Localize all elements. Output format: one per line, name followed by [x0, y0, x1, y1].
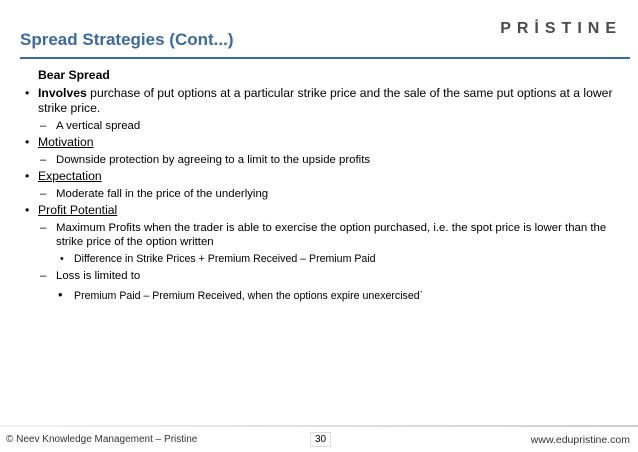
sub-sub-bullet-profit-formula [22, 252, 622, 266]
footer-copyright: © Neev Knowledge Management – Pristine [6, 434, 198, 445]
sub-bullet-expectation [22, 187, 622, 201]
section-heading: Bear Spread [38, 68, 110, 82]
vertical-text: A vertical spread [56, 120, 141, 132]
expectation-text: Moderate fall in the price of the underlying [56, 188, 269, 200]
dash-icon: – [40, 270, 47, 282]
loss-formula-text: Premium Paid – Premium Received, when the options expire unexercised` [74, 290, 424, 302]
sub-bullet-vertical [22, 119, 622, 133]
pristine-logo: PRİSTINE [500, 20, 622, 37]
slide-title: Spread Strategies (Cont...) [20, 30, 234, 49]
profit-formula-text: Difference in Strike Prices + Premium Received – Premium Paid [74, 253, 376, 265]
slide-content [22, 68, 622, 303]
sub-bullet-motivation [22, 153, 622, 167]
dash-icon: – [40, 154, 47, 166]
bullet-icon: • [25, 86, 30, 100]
dash-icon: – [40, 120, 47, 132]
expectation-label: Expectation [38, 169, 102, 183]
loss-text: Loss is limited to [56, 270, 141, 282]
motivation-label: Motivation [38, 135, 94, 149]
dash-icon: – [40, 188, 47, 200]
involves-text: purchase of put options at a particular strike price and the sale of the same put options at a lower strike price. [38, 86, 613, 115]
bullet-icon: • [25, 203, 30, 217]
dash-icon: – [40, 222, 47, 234]
bullet-involves [22, 86, 622, 116]
bullet-profit-potential [22, 203, 622, 218]
bullet-icon: • [58, 287, 63, 302]
sub-sub-bullet-loss-formula [22, 289, 622, 303]
footer-divider [0, 425, 638, 427]
profit-potential-label: Profit Potential [38, 203, 118, 217]
sub-bullet-loss [22, 269, 622, 283]
footer-website: www.edupristine.com [530, 434, 630, 446]
title-divider [20, 57, 630, 59]
bullet-icon: • [25, 169, 30, 183]
page-number: 30 [310, 432, 331, 447]
involves-label: Involves [38, 86, 87, 100]
sub-bullet-max-profit [22, 221, 622, 249]
bullet-motivation [22, 135, 622, 150]
max-profit-text: Maximum Profits when the trader is able to exercise the option purchased, i.e. the spot price is lower than the strike price of the option written [56, 222, 607, 248]
bullet-icon: • [60, 253, 64, 265]
motivation-text: Downside protection by agreeing to a limit to the upside profits [56, 154, 371, 166]
bullet-expectation [22, 169, 622, 184]
bullet-icon: • [25, 135, 30, 149]
